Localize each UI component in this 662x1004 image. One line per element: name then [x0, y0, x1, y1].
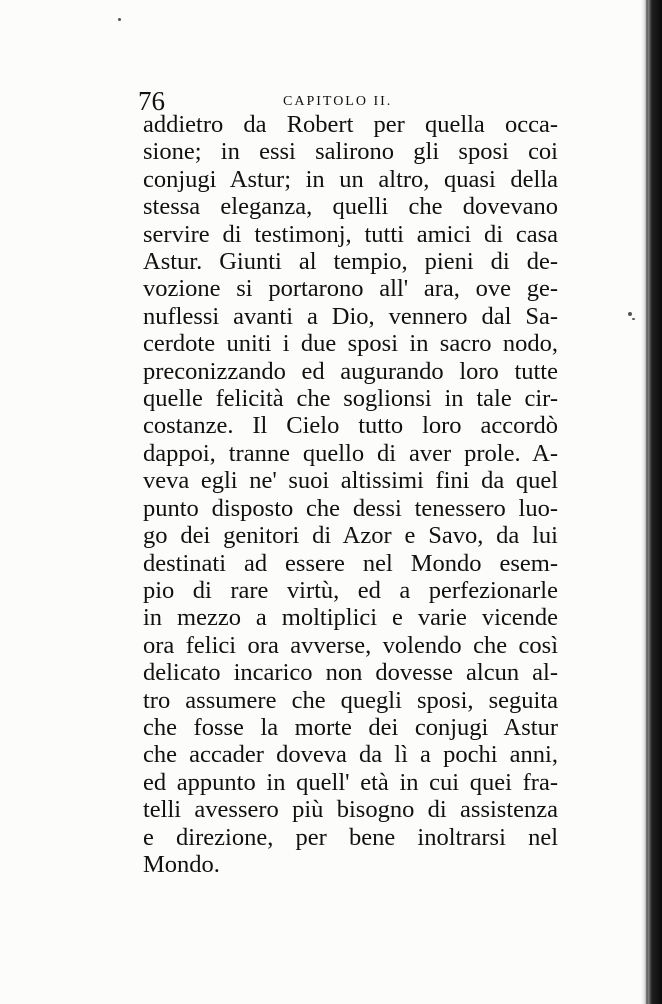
text-line: punto disposto che dessi tenessero luo- — [143, 494, 558, 522]
text-line: preconizzando ed augurando loro tutte — [143, 357, 558, 385]
text-line: vozione si portarono all' ara, ove ge- — [143, 275, 558, 303]
text-line: e direzione, per bene inoltrarsi nel — [143, 823, 558, 851]
text-line: destinati ad essere nel Mondo esem- — [143, 549, 558, 577]
text-line: addietro da Robert per quella occa- — [143, 111, 558, 138]
text-line: Astur. Giunti al tempio, pieni di de- — [143, 248, 558, 276]
text-line: quelle felicità che soglionsi in tale cir- — [143, 385, 558, 413]
text-line: in mezzo a moltiplici e varie vicende — [143, 604, 558, 632]
text-line: dappoi, tranne quello di aver prole. A- — [143, 439, 558, 467]
text-line: pio di rare virtù, ed a perfezionarle — [143, 576, 558, 604]
text-line: servire di testimonj, tutti amici di casa — [143, 220, 558, 248]
text-line: ora felici ora avverse, volendo che così — [143, 631, 558, 659]
scan-speck — [628, 312, 632, 316]
text-line: cerdote uniti i due sposi in sacro nodo, — [143, 330, 558, 358]
text-line: che fosse la morte dei conjugi Astur — [143, 713, 558, 741]
text-line: telli avessero più bisogno di assistenza — [143, 796, 558, 824]
scan-speck — [118, 18, 121, 21]
text-line: veva egli ne' suoi altissimi fini da quel — [143, 467, 558, 495]
text-line: sione; in essi salirono gli sposi coi — [143, 138, 558, 166]
chapter-title: CAPITOLO II. — [283, 94, 393, 109]
text-line: stessa eleganza, quelli che dovevano — [143, 193, 558, 221]
text-line: Mondo. — [143, 850, 220, 878]
scanned-page-edge — [640, 0, 662, 1004]
text-line: costanze. Il Cielo tutto loro accordò — [143, 412, 558, 440]
text-line: delicato incarico non dovesse alcun al- — [143, 659, 558, 687]
text-line: che accader doveva da lì a pochi anni, — [143, 741, 558, 769]
text-line: tro assumere che quegli sposi, seguita — [143, 686, 558, 714]
page-edge-line — [646, 0, 648, 1004]
page-number: 76 — [138, 86, 165, 116]
text-line: conjugi Astur; in un altro, quasi della — [143, 165, 558, 193]
text-line: nuflessi avanti a Dio, vennero dal Sa- — [143, 302, 558, 330]
scan-speck — [632, 318, 635, 320]
text-line: go dei genitori di Azor e Savo, da lui — [143, 522, 558, 550]
text-line: ed appunto in quell' età in cui quei fra- — [143, 768, 558, 796]
body-text — [143, 111, 558, 878]
